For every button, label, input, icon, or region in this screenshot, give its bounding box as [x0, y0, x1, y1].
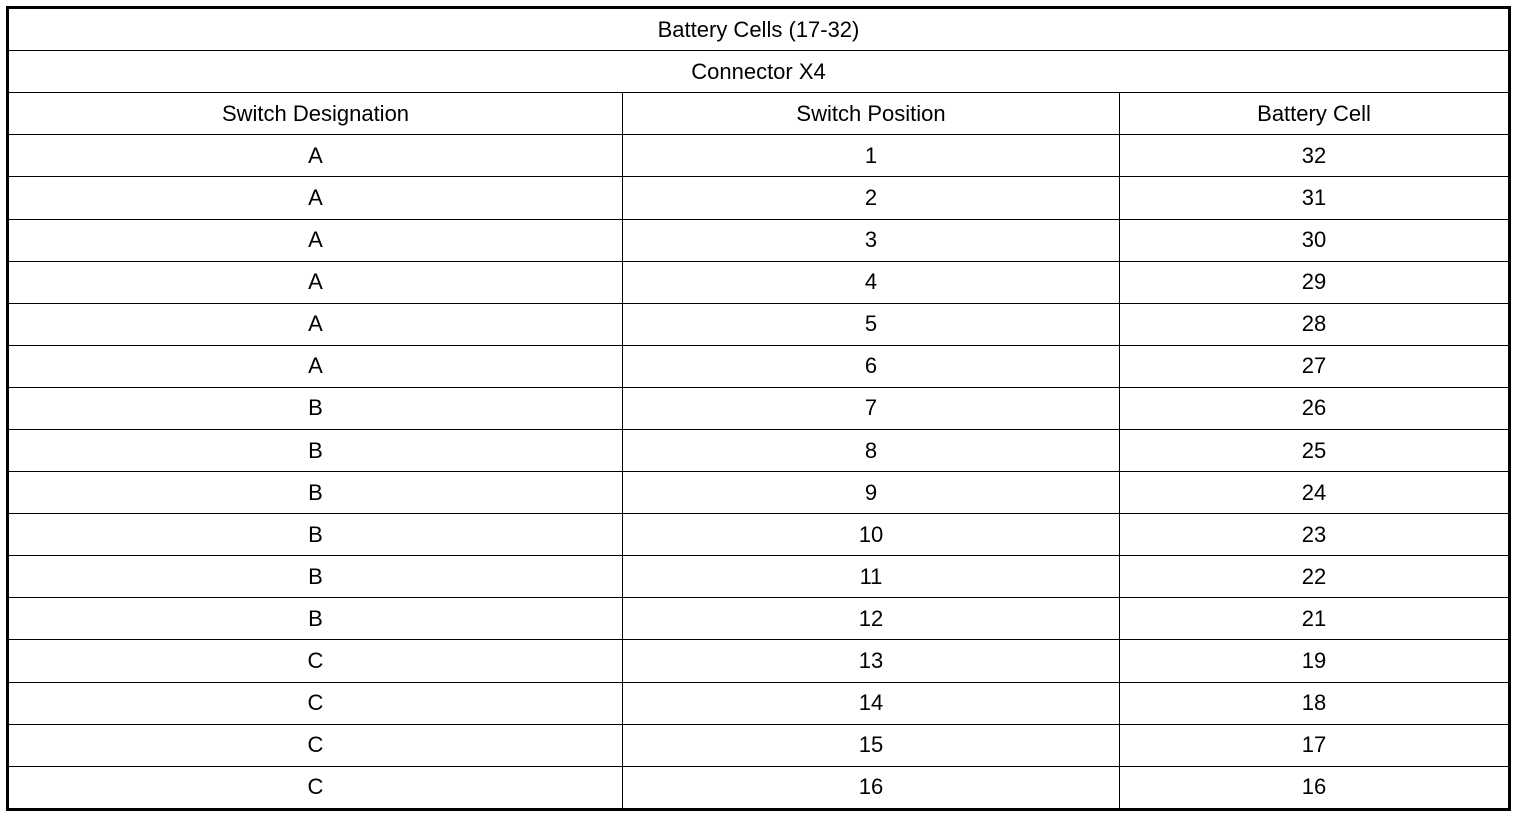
table-row — [8, 219, 1510, 261]
cell-switch-position: 3 — [623, 219, 1120, 261]
cell-battery-cell: 25 — [1120, 429, 1510, 471]
subtitle-row — [8, 51, 1510, 93]
table-row — [8, 261, 1510, 303]
cell-battery-cell: 17 — [1120, 724, 1510, 766]
table-row — [8, 766, 1510, 809]
table-body — [8, 8, 1510, 810]
table-row — [8, 387, 1510, 429]
cell-switch-position: 11 — [623, 556, 1120, 598]
cell-battery-cell: 27 — [1120, 345, 1510, 387]
cell-battery-cell: 16 — [1120, 766, 1510, 809]
cell-switch-designation: B — [8, 598, 623, 640]
cell-battery-cell: 31 — [1120, 177, 1510, 219]
cell-switch-designation: B — [8, 556, 623, 598]
cell-switch-designation: B — [8, 387, 623, 429]
cell-battery-cell: 24 — [1120, 472, 1510, 514]
table-row — [8, 177, 1510, 219]
cell-switch-position: 12 — [623, 598, 1120, 640]
cell-battery-cell: 32 — [1120, 135, 1510, 177]
cell-switch-position: 2 — [623, 177, 1120, 219]
header-battery-cell: Battery Cell — [1120, 93, 1510, 135]
cell-battery-cell: 19 — [1120, 640, 1510, 682]
cell-switch-designation: A — [8, 303, 623, 345]
cell-switch-position: 6 — [623, 345, 1120, 387]
cell-switch-designation: C — [8, 682, 623, 724]
cell-switch-position: 7 — [623, 387, 1120, 429]
table-title: Battery Cells (17-32) — [8, 8, 1510, 51]
cell-battery-cell: 22 — [1120, 556, 1510, 598]
table-row — [8, 514, 1510, 556]
table-row — [8, 556, 1510, 598]
cell-switch-designation: B — [8, 429, 623, 471]
cell-battery-cell: 26 — [1120, 387, 1510, 429]
battery-cells-table — [6, 6, 1511, 811]
table-row — [8, 598, 1510, 640]
cell-switch-designation: A — [8, 219, 623, 261]
table-row — [8, 640, 1510, 682]
cell-switch-position: 4 — [623, 261, 1120, 303]
cell-switch-position: 14 — [623, 682, 1120, 724]
header-switch-designation: Switch Designation — [8, 93, 623, 135]
table-subtitle: Connector X4 — [8, 51, 1510, 93]
cell-battery-cell: 18 — [1120, 682, 1510, 724]
cell-switch-position: 5 — [623, 303, 1120, 345]
cell-switch-position: 10 — [623, 514, 1120, 556]
cell-switch-position: 8 — [623, 429, 1120, 471]
cell-battery-cell: 28 — [1120, 303, 1510, 345]
cell-switch-designation: A — [8, 135, 623, 177]
cell-switch-designation: C — [8, 640, 623, 682]
cell-switch-designation: B — [8, 472, 623, 514]
table-row — [8, 429, 1510, 471]
table-row — [8, 303, 1510, 345]
cell-switch-designation: C — [8, 766, 623, 809]
header-row — [8, 93, 1510, 135]
table-row — [8, 345, 1510, 387]
cell-switch-position: 15 — [623, 724, 1120, 766]
cell-switch-designation: C — [8, 724, 623, 766]
cell-switch-designation: A — [8, 261, 623, 303]
table-row — [8, 724, 1510, 766]
table-row — [8, 135, 1510, 177]
cell-switch-designation: A — [8, 177, 623, 219]
header-switch-position: Switch Position — [623, 93, 1120, 135]
cell-switch-designation: B — [8, 514, 623, 556]
cell-switch-position: 9 — [623, 472, 1120, 514]
cell-switch-position: 16 — [623, 766, 1120, 809]
cell-battery-cell: 30 — [1120, 219, 1510, 261]
cell-battery-cell: 23 — [1120, 514, 1510, 556]
table-row — [8, 472, 1510, 514]
title-row — [8, 8, 1510, 51]
cell-switch-position: 1 — [623, 135, 1120, 177]
cell-battery-cell: 21 — [1120, 598, 1510, 640]
cell-battery-cell: 29 — [1120, 261, 1510, 303]
table-row — [8, 682, 1510, 724]
cell-switch-designation: A — [8, 345, 623, 387]
cell-switch-position: 13 — [623, 640, 1120, 682]
